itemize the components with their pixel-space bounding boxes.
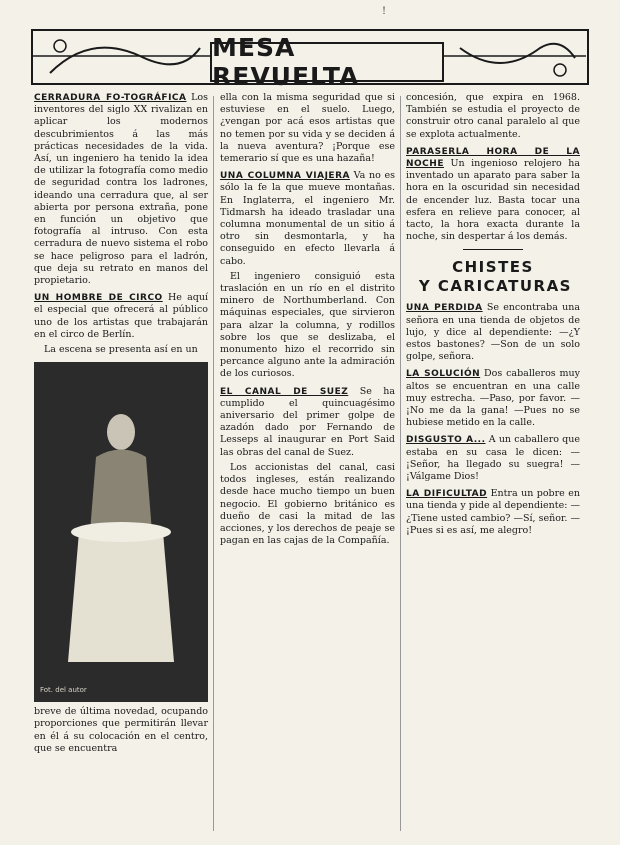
column-divider	[400, 96, 401, 831]
article-columna-viajera	[220, 170, 395, 380]
joke-text: A un caballero que estaba en su casa le dicen: —¡Señor, ha llegado su suegra! —¡Válgame Dios!	[406, 434, 581, 483]
divider-rule	[463, 249, 523, 250]
article-text: breve de última novedad, ocupando proporciones que permitirán llevar en él á su colocación en el centro, que se encuentra	[34, 706, 208, 754]
article-lead: CERRADURA FO-TOGRÁFICA	[34, 93, 187, 103]
article-text: Se ha cumplido el quincuagésimo aniversario del primer golpe de azadón dado por Fernando de Lesseps al inaugurar en Port Said las obras del canal de Suez.	[220, 385, 396, 458]
article-text: El ingeniero consiguió esta traslación en un río en el distrito minero de Northumberland. Con máquinas especiales, que sirvieron para alzar la columna, y rodillos sobre los que se deslizaba, el monumento hizo el recorrido sin percance alguno ante la admiración de los curiosos.	[220, 270, 395, 380]
heading-line-1: CHISTES	[452, 258, 534, 277]
article-text: Va no es sólo la fe la que mueve montañas. En Inglaterra, el ingeniero Mr. Tidmarsh ha ideado trasladar una columna monumental de un sitio á otro sin desmontarla, y ha conseguido en efecto llevarla á cabo.	[220, 170, 395, 267]
article-continued	[220, 92, 395, 165]
article-lead: PARASERLA HORA DE LA NOCHE	[406, 146, 580, 170]
article-text: concesión, que expira en 1968. También se estudia el proyecto de construir otro canal paralelo al que se explota actualmente.	[406, 92, 580, 140]
article-hora-noche	[406, 146, 580, 244]
photo-caption: Fot. del autor	[40, 686, 87, 695]
article-lead: UN HOMBRE DE CIRCO	[34, 293, 163, 304]
heading-line-2: Y CARICATURAS	[418, 277, 572, 296]
title-box	[210, 33, 444, 91]
joke	[406, 434, 580, 483]
joke	[406, 302, 580, 363]
joke-text: Dos caballeros muy altos se encuentran en una calle muy estrecha. —Paso, por favor. —¡No me da la gana! —Pues no se hubiese metido en la calle.	[406, 368, 581, 429]
article-text: Los accionistas del canal, casi todos ingleses, están realizando desde hace mucho tiempo un buen negocio. El gobierno británico es dueño de casi la mitad de las acciones, y los derechos de peaje se pagan en las cajas de la Compañía.	[220, 461, 395, 547]
article-lead: UNA COLUMNA VIAJERA	[220, 171, 350, 182]
article-text: La escena se presenta así en un	[44, 344, 198, 356]
article-text: He aquí el especial que ofrecerá al público uno de los artistas que trabajarán en el circo de Berlín.	[34, 292, 208, 340]
joke-lead: LA DIFICULTAD	[406, 489, 488, 500]
joke-lead: LA SOLUCIÓN	[406, 369, 481, 380]
article-hombre-circo	[34, 292, 208, 356]
column-3	[406, 92, 580, 542]
article-text: ella con la misma seguridad que si estuviese en el suelo. Luego, ¿vengan por acá esos artistas que no temen por su vida y se deciden á la nueva aventura? ¡Porque ese temerario sí que es una hazaña!	[220, 92, 395, 165]
chistes-heading	[406, 258, 580, 296]
article-canal-suez	[220, 386, 395, 548]
article-text: Los inventores del siglo XX rivalizan en aplicar los modernos descubrimientos á las más prácticas necesidades de la vida. Así, un ingeniero ha tenido la idea de utilizar la fotografía como medio de seguridad contra los ladrones, ideando una cerradura que, al ser abierta por persona extraña, pone en función un objetivo que fotografía al intruso. Con esta cerradura de nuevo sistema el robo se hace peligroso para el ladrón, que deja su retrato en manos del propietario.	[34, 92, 208, 287]
column-divider	[213, 96, 214, 831]
column-1	[34, 92, 208, 758]
joke-lead: UNA PERDIDA	[406, 303, 483, 314]
article-cerradura	[34, 92, 208, 287]
circus-photo	[34, 362, 208, 702]
performer-figure	[34, 362, 208, 702]
joke-text: Entra un pobre en una tienda y pide al dependiente: —¿Tiene usted cambio? —Sí, señor. —¡Pues si es así, me alegro!	[406, 488, 580, 536]
joke	[406, 488, 580, 537]
joke-text: Se encontraba una señora en una tienda de objetos de lujo, y dice al dependiente: —¿Y estos bastones? —Son de un solo golpe, señora.	[406, 302, 580, 363]
joke-lead: DISGUSTO A...	[406, 435, 486, 446]
article-continued	[406, 92, 580, 141]
joke	[406, 368, 580, 429]
column-2	[220, 92, 395, 552]
article-text: Un ingenioso relojero ha inventado un aparato para saber la hora en la oscuridad sin necesidad de encender luz. Basta tocar una esfera en relieve para conocer, al tacto, la hora exacta durante la noche, sin despertar á los demás.	[406, 158, 580, 243]
article-lead: EL CANAL DE SUEZ	[220, 386, 349, 397]
top-mark: !	[382, 6, 387, 17]
section-title: MESA REVUELTA	[212, 33, 360, 91]
header-banner	[30, 28, 590, 91]
